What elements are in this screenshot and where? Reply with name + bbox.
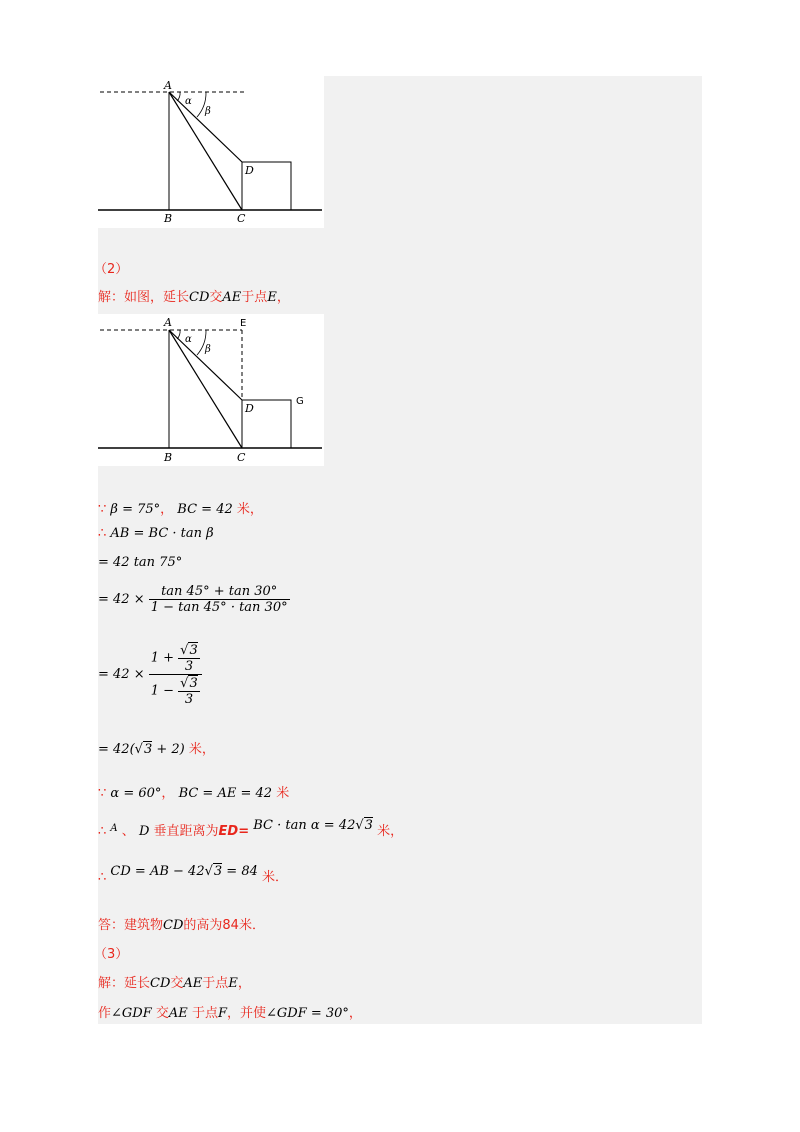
fig1-label-d: D — [245, 164, 254, 177]
step-2: = 42 × $\frac{\tan 45^\circ + \tan 30^\circ}{1 - \tan 45^\circ \cdot \tan 30^\circ}$ — [98, 584, 288, 615]
fig1-label-c: C — [237, 212, 246, 225]
step-2-fraction: $\frac{\tan 45^\circ + \tan 30^\circ}{1 - \tan 45^\circ \cdot \tan 30^\circ}$ — [150, 584, 288, 615]
answer-line: 答：建筑物CD的高为84米． — [98, 918, 265, 933]
ed-line: ∴ $^A$ 、 D 垂直距离为ED= BC · tan α = 42√3 米， — [98, 818, 404, 839]
fig2-label-alpha: α — [185, 334, 192, 345]
fig2-label-b: B — [164, 451, 173, 464]
cd-result-line: ∴ CD = AB − 42√3 = 84 米． — [98, 864, 289, 885]
step-3: = 42 × 1 + $\frac{√3}{3}$ 1 − $\frac{√3}{3}$ — [98, 642, 202, 707]
figure-1 — [98, 76, 324, 228]
fig2-label-c: C — [237, 451, 246, 464]
ab-expression-line: ∴ AB = BC · tan β — [98, 526, 214, 541]
fig2-label-e: E — [240, 318, 247, 329]
figure-2 — [98, 314, 324, 466]
part3-line-2: 作∠GDF 交AE 于点F，并使∠GDF = 30°， — [98, 1006, 362, 1021]
fig2-label-d: D — [245, 402, 254, 415]
figure-1-diagram — [98, 76, 324, 228]
part3-heading: （3） — [94, 947, 129, 962]
fig1-label-alpha: α — [185, 96, 192, 107]
step-1: = 42 tan 75° — [98, 555, 183, 570]
step-4: = 42(√3 + 2) 米， — [98, 742, 215, 757]
part2-intro: 解：如图，延长CD交AE于点E， — [98, 290, 290, 305]
step-3-fraction: 1 + $\frac{√3}{3}$ 1 − $\frac{√3}{3}$ — [149, 642, 202, 707]
fig2-label-a: A — [164, 316, 172, 329]
fig1-label-a: A — [164, 79, 172, 92]
given-alpha-line: ∵ α = 60°， BC = AE = 42 米 — [98, 786, 290, 801]
fig1-label-b: B — [164, 212, 173, 225]
fig1-label-beta: β — [205, 106, 211, 117]
fig2-label-beta: β — [205, 344, 211, 355]
given-beta-line: ∵ β = 75°， BC = 42 米， — [98, 502, 263, 517]
part2-heading: （2） — [94, 262, 129, 277]
part3-line-1: 解：延长CD交AE于点E， — [98, 976, 251, 991]
figure-2-diagram — [98, 314, 324, 466]
fig2-label-g: G — [296, 396, 304, 407]
